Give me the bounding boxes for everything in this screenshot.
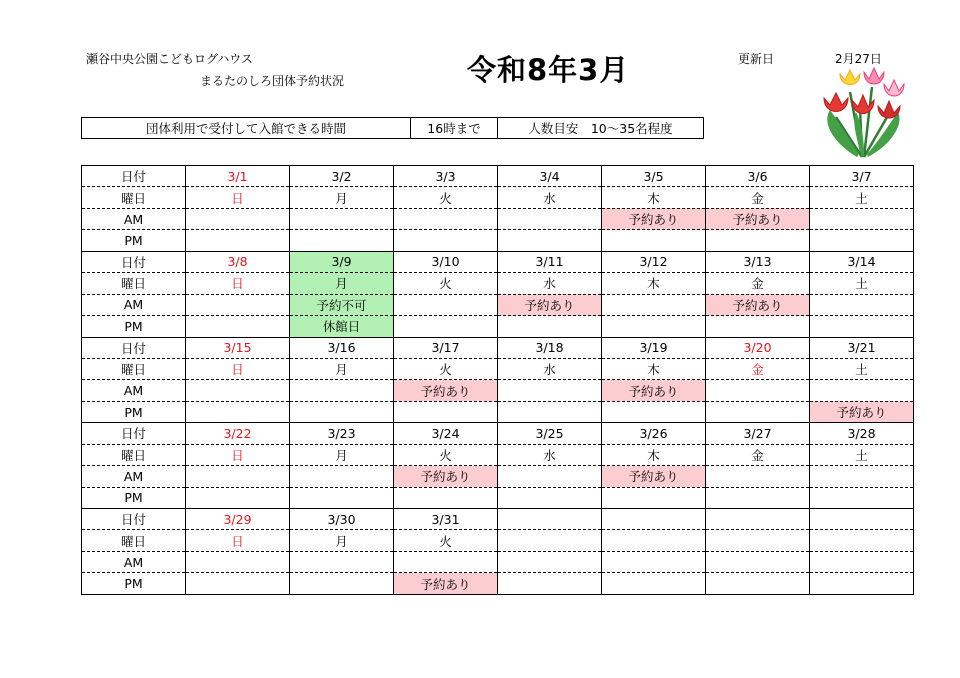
am-slot-cell [602, 294, 706, 315]
pm-slot-cell [706, 401, 810, 422]
weekday-cell: 金 [706, 187, 810, 208]
am-slot-cell [290, 208, 394, 229]
pm-row [82, 573, 914, 594]
am-slot-cell [394, 294, 498, 315]
date-cell: 3/13 [706, 251, 810, 272]
row-label: PM [82, 316, 186, 337]
weekday-cell: 月 [290, 358, 394, 379]
pm-slot-cell: 休館日 [290, 316, 394, 337]
tulip-bouquet-illustration [812, 62, 912, 162]
am-slot-cell [186, 294, 290, 315]
date-cell: 3/21 [810, 337, 914, 358]
pm-slot-cell [394, 401, 498, 422]
pm-row [82, 487, 914, 508]
weekday-cell: 日 [186, 530, 290, 551]
weekday-cell [706, 530, 810, 551]
date-cell: 3/28 [810, 423, 914, 444]
am-slot-cell [706, 466, 810, 487]
pm-slot-cell: 予約あり [394, 573, 498, 594]
am-slot-cell: 予約あり [706, 294, 810, 315]
weekday-cell: 土 [810, 444, 914, 465]
row-label: PM [82, 230, 186, 251]
weekday-cell: 水 [498, 444, 602, 465]
row-label: AM [82, 466, 186, 487]
date-cell: 3/18 [498, 337, 602, 358]
weekday-cell: 金 [706, 444, 810, 465]
weekday-cell: 水 [498, 187, 602, 208]
date-cell: 3/19 [602, 337, 706, 358]
am-slot-cell: 予約あり [602, 208, 706, 229]
date-cell: 3/27 [706, 423, 810, 444]
pm-slot-cell [394, 316, 498, 337]
weekday-cell: 火 [394, 273, 498, 294]
am-row [82, 551, 914, 572]
date-cell: 3/22 [186, 423, 290, 444]
am-slot-cell [810, 380, 914, 401]
date-row [82, 166, 914, 187]
row-label: 曜日 [82, 273, 186, 294]
am-slot-cell [706, 380, 810, 401]
pm-slot-cell [290, 401, 394, 422]
am-row [82, 380, 914, 401]
weekday-cell: 木 [602, 358, 706, 379]
date-cell: 3/3 [394, 166, 498, 187]
date-row [82, 337, 914, 358]
am-slot-cell: 予約あり [498, 294, 602, 315]
date-cell: 3/23 [290, 423, 394, 444]
am-slot-cell [498, 551, 602, 572]
pm-slot-cell [394, 487, 498, 508]
pm-slot-cell [706, 316, 810, 337]
weekday-cell [498, 530, 602, 551]
weekday-cell [602, 530, 706, 551]
date-cell: 3/9 [290, 251, 394, 272]
date-cell: 3/11 [498, 251, 602, 272]
weekday-cell: 土 [810, 358, 914, 379]
pm-slot-cell [602, 401, 706, 422]
am-row [82, 466, 914, 487]
weekday-cell: 月 [290, 187, 394, 208]
facility-name: 瀬谷中央公園こどもログハウス [86, 52, 253, 66]
am-slot-cell [810, 466, 914, 487]
updated-date: 2月27日 [835, 52, 882, 66]
weekday-cell: 日 [186, 444, 290, 465]
am-slot-cell [810, 294, 914, 315]
pm-slot-cell [498, 487, 602, 508]
row-label: 日付 [82, 166, 186, 187]
pm-slot-cell [186, 401, 290, 422]
date-cell: 3/10 [394, 251, 498, 272]
weekday-row [82, 187, 914, 208]
row-label: 日付 [82, 509, 186, 530]
row-label: AM [82, 380, 186, 401]
date-cell [706, 509, 810, 530]
am-row [82, 208, 914, 229]
weekday-cell: 金 [706, 273, 810, 294]
pm-slot-cell [706, 230, 810, 251]
am-slot-cell [290, 551, 394, 572]
tulip-yellow [840, 70, 860, 85]
am-slot-cell [706, 551, 810, 572]
weekday-cell: 金 [706, 358, 810, 379]
weekday-cell: 木 [602, 187, 706, 208]
tulip-red [824, 93, 900, 118]
am-slot-cell [394, 551, 498, 572]
weekday-cell: 火 [394, 358, 498, 379]
weekday-row [82, 358, 914, 379]
weekday-cell: 月 [290, 444, 394, 465]
reservation-calendar [81, 165, 914, 595]
pm-slot-cell [498, 401, 602, 422]
row-label: PM [82, 401, 186, 422]
pm-slot-cell [602, 316, 706, 337]
date-row [82, 423, 914, 444]
pm-slot-cell [602, 230, 706, 251]
date-cell: 3/1 [186, 166, 290, 187]
weekday-cell: 土 [810, 273, 914, 294]
weekday-cell: 火 [394, 530, 498, 551]
date-cell: 3/25 [498, 423, 602, 444]
date-cell [810, 509, 914, 530]
weekday-cell: 火 [394, 187, 498, 208]
tulip-pink [864, 68, 904, 96]
weekday-row [82, 273, 914, 294]
pm-slot-cell [706, 573, 810, 594]
row-label: 曜日 [82, 187, 186, 208]
date-cell: 3/17 [394, 337, 498, 358]
row-label: PM [82, 573, 186, 594]
group-use-info-box [81, 117, 704, 139]
am-slot-cell [498, 380, 602, 401]
pm-slot-cell [186, 573, 290, 594]
weekday-cell: 火 [394, 444, 498, 465]
row-label: AM [82, 294, 186, 315]
weekday-cell: 水 [498, 273, 602, 294]
weekday-cell: 水 [498, 358, 602, 379]
date-cell: 3/2 [290, 166, 394, 187]
row-label: 曜日 [82, 530, 186, 551]
weekday-cell: 日 [186, 358, 290, 379]
pm-slot-cell [290, 230, 394, 251]
pm-slot-cell [186, 316, 290, 337]
pm-slot-cell [186, 230, 290, 251]
am-slot-cell [290, 380, 394, 401]
am-row [82, 294, 914, 315]
date-cell: 3/7 [810, 166, 914, 187]
pm-slot-cell [498, 230, 602, 251]
row-label: AM [82, 208, 186, 229]
am-slot-cell [186, 380, 290, 401]
am-slot-cell [498, 466, 602, 487]
pm-slot-cell [394, 230, 498, 251]
pm-slot-cell [810, 487, 914, 508]
updated-label: 更新日 [738, 52, 775, 66]
pm-row [82, 316, 914, 337]
date-cell: 3/29 [186, 509, 290, 530]
date-cell [602, 509, 706, 530]
entry-hours-value: 16時まで [411, 118, 498, 138]
row-label: AM [82, 551, 186, 572]
am-slot-cell [602, 551, 706, 572]
date-cell: 3/16 [290, 337, 394, 358]
entry-hours-label: 団体利用で受付して入館できる時間 [82, 118, 411, 138]
weekday-cell: 木 [602, 273, 706, 294]
weekday-cell: 日 [186, 273, 290, 294]
am-slot-cell: 予約あり [602, 466, 706, 487]
row-label: 日付 [82, 423, 186, 444]
date-row [82, 509, 914, 530]
date-cell: 3/15 [186, 337, 290, 358]
pm-slot-cell [498, 573, 602, 594]
date-cell: 3/5 [602, 166, 706, 187]
pm-slot-cell [290, 573, 394, 594]
date-cell: 3/24 [394, 423, 498, 444]
weekday-cell: 土 [810, 187, 914, 208]
page-title: 令和8年3月 [467, 53, 630, 87]
am-slot-cell: 予約あり [602, 380, 706, 401]
am-slot-cell: 予約あり [394, 380, 498, 401]
am-slot-cell: 予約あり [394, 466, 498, 487]
pm-slot-cell [602, 573, 706, 594]
weekday-row [82, 530, 914, 551]
pm-slot-cell [810, 316, 914, 337]
pm-row [82, 401, 914, 422]
am-slot-cell [394, 208, 498, 229]
pm-slot-cell [290, 487, 394, 508]
pm-slot-cell [498, 316, 602, 337]
row-label: 曜日 [82, 444, 186, 465]
am-slot-cell [810, 208, 914, 229]
weekday-row [82, 444, 914, 465]
pm-row [82, 230, 914, 251]
am-slot-cell [186, 466, 290, 487]
group-size-guideline: 人数目安 10～35名程度 [528, 121, 673, 136]
am-slot-cell: 予約あり [706, 208, 810, 229]
am-slot-cell [186, 551, 290, 572]
date-cell: 3/6 [706, 166, 810, 187]
weekday-cell: 月 [290, 273, 394, 294]
date-cell: 3/20 [706, 337, 810, 358]
pm-slot-cell [602, 487, 706, 508]
date-cell: 3/8 [186, 251, 290, 272]
pm-slot-cell: 予約あり [810, 401, 914, 422]
date-cell: 3/4 [498, 166, 602, 187]
weekday-cell [810, 530, 914, 551]
date-row [82, 251, 914, 272]
date-cell: 3/12 [602, 251, 706, 272]
pm-slot-cell [810, 573, 914, 594]
date-cell: 3/30 [290, 509, 394, 530]
page-subtitle: まるたのしろ団体予約状況 [200, 74, 345, 88]
row-label: 曜日 [82, 358, 186, 379]
date-cell: 3/14 [810, 251, 914, 272]
date-cell: 3/31 [394, 509, 498, 530]
date-cell: 3/26 [602, 423, 706, 444]
pm-slot-cell [706, 487, 810, 508]
date-cell [498, 509, 602, 530]
row-label: 日付 [82, 337, 186, 358]
row-label: 日付 [82, 251, 186, 272]
am-slot-cell [186, 208, 290, 229]
am-slot-cell [810, 551, 914, 572]
am-slot-cell [290, 466, 394, 487]
weekday-cell: 日 [186, 187, 290, 208]
am-slot-cell [498, 208, 602, 229]
weekday-cell: 月 [290, 530, 394, 551]
pm-slot-cell [810, 230, 914, 251]
pm-slot-cell [186, 487, 290, 508]
am-slot-cell: 予約不可 [290, 294, 394, 315]
weekday-cell: 木 [602, 444, 706, 465]
row-label: PM [82, 487, 186, 508]
